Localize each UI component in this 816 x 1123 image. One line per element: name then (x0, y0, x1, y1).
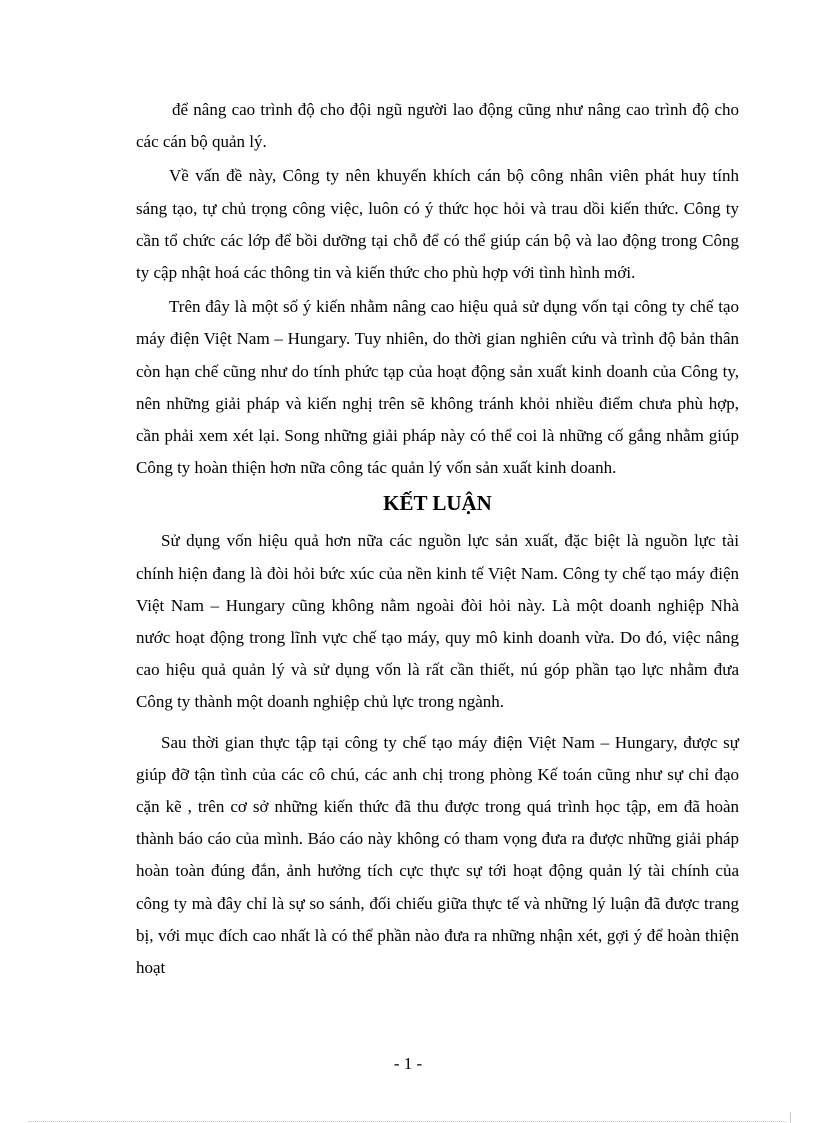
page-bottom-border (28, 1121, 786, 1122)
paragraph-continuation: để nâng cao trình độ cho đội ngũ người lao động cũng như nâng cao trình độ cho các cán bộ quản lý. (136, 100, 739, 152)
paragraph-summary: Trên đây là một số ý kiến nhằm nâng cao hiệu quả sử dụng vốn tại công ty chế tạo máy điện Việt Nam – Hungary. Tuy nhiên, do thời gian nghiên cứu và trình độ bản thân còn hạn chế cũng như do tính phức tạp của hoạt động sản xuất kinh doanh của Công ty, nên những giải pháp và kiến nghị trên sẽ không tránh khỏi nhiều điểm chưa phù hợp, cần phải xem xét lại. Song những giải pháp này có thể coi là những cố gắng nhằm giúp Công ty hoàn thiện hơn nữa công tác quản lý vốn sản xuất kinh doanh. (136, 297, 739, 478)
paragraph-training: Về vấn đề này, Công ty nên khuyến khích cán bộ công nhân viên phát huy tính sáng tạo, tự chủ trọng công việc, luôn có ý thức học hỏi và trau dồi kiến thức. Công ty cần tổ chức các lớp để bồi dưỡng tại chỗ để có thể giúp cán bộ và lao động trong Công ty cập nhật hoá các thông tin và kiến thức cho phù hợp với tình hình mới. (136, 166, 739, 283)
paragraph-conclusion-2: Sau thời gian thực tập tại công ty chế tạo máy điện Việt Nam – Hungary, được sự giúp đỡ tận tình của các cô chú, các anh chị trong phòng Kế toán cũng như sự chỉ đạo cặn kẽ , trên cơ sở những kiến thức đã thu được trong quá trình học tập, em đã hoàn thành báo cáo của mình. Báo cáo này không có tham vọng đưa ra được những giải pháp hoàn toàn đúng đắn, ảnh hưởng tích cực thực sự tới hoạt động quản lý tài chính của công ty mà đây chỉ là sự so sánh, đối chiếu giữa thực tế và những lý luận đã được trang bị, với mục đích cao nhất là có thể phần nào đưa ra những nhận xét, gợi ý để hoàn thiện hoạt (136, 732, 739, 978)
page-corner-mark (790, 1112, 791, 1123)
page-number: - 1 - (393, 1054, 423, 1073)
page-body (136, 94, 739, 984)
conclusion-heading: KẾT LUẬN (383, 491, 492, 516)
paragraph-conclusion-1: Sử dụng vốn hiệu quả hơn nữa các nguồn lực sản xuất, đặc biệt là nguồn lực tài chính hiện đang là đòi hỏi bức xúc của nền kinh tế Việt Nam. Công ty chế tạo máy điện Việt Nam – Hungary cũng không nằm ngoài đòi hỏi này. Là một doanh nghiệp Nhà nước hoạt động trong lĩnh vực chế tạo máy, quy mô kinh doanh vừa. Do đó, việc nâng cao hiệu quả quản lý và sử dụng vốn là rất cần thiết, nú góp phần tạo lực nhằm đưa Công ty thành một doanh nghiệp chủ lực trong ngành. (136, 531, 739, 712)
